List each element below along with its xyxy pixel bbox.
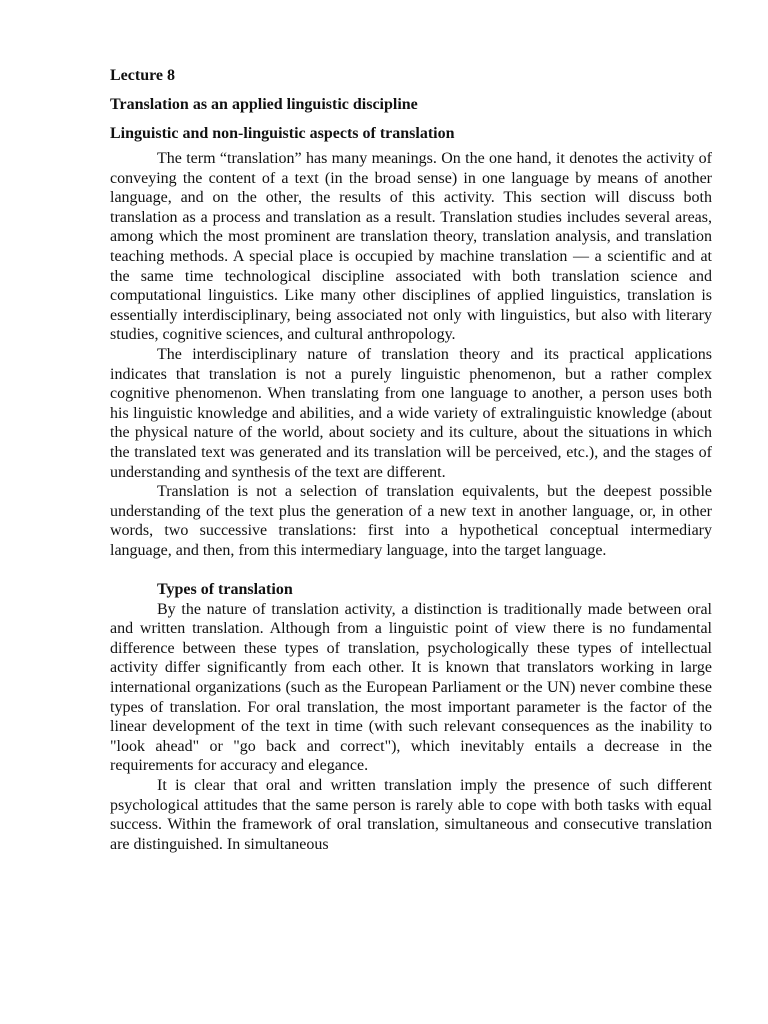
paragraph: It is clear that oral and written translation imply the presence of such different psychological attitudes that the same person is rarely able to cope with both tasks with equal success. Within the framework of oral translation, simultaneous and consecutive translation are distinguished. In simultaneous <box>110 777 712 853</box>
lecture-number: Lecture 8 <box>110 67 176 84</box>
section-2 <box>110 600 712 855</box>
paragraph: By the nature of translation activity, a distinction is traditionally made between oral and written translation. Although from a linguistic point of view there is no fundamental difference between these types of translation, psychologically these types of intellectual activity differ significantly from each other. It is known that translators working in large international organizations (such as the European Parliament or the UN) never combine these types of translation. For oral translation, the most important parameter is the factor of the linear development of the text in time (with such relevant consequences as the inability to "look ahead" or "go back and correct"), which inevitably entails a decrease in the requirements for accuracy and elegance. <box>110 600 712 775</box>
paragraph: Translation is not a selection of translation equivalents, but the deepest possible understanding of the text plus the generation of a new text in another language, or, in other words, two successive translations: first into a hypothetical conceptual intermediary language, and then, from this intermediary language, into the target language. <box>110 483 712 559</box>
document-page <box>110 66 712 854</box>
section-heading-types: Types of translation <box>157 581 293 599</box>
section-1 <box>110 149 712 560</box>
paragraph: The term “translation” has many meanings. On the one hand, it denotes the activity of conveying the content of a text (in the broad sense) in one language by means of another language, and on the other, the results of this activity. This section will discuss both translation as a process and translation as a result. Translation studies includes several areas, among which the most prominent are translation theory, translation analysis, and translation teaching methods. A special place is occupied by machine translation — a scientific and at the same time technological discipline associated with both translation science and computational linguistics. Like many other disciplines of applied linguistics, translation is essentially interdisciplinary, being associated not only with linguistics, but also with literary studies, cognitive sciences, and cultural anthropology. <box>110 150 712 344</box>
lecture-subtitle: Linguistic and non-linguistic aspects of translation <box>110 125 455 142</box>
paragraph: The interdisciplinary nature of translation theory and its practical applications indicates that translation is not a purely linguistic phenomenon, but a rather complex cognitive phenomenon. When translating from one language to another, a person uses both his linguistic knowledge and abilities, and a wide variety of extralinguistic knowledge (about the physical nature of the world, about society and its culture, about the situations in which the translated text was generated and its translation will be perceived, etc.), and the stages of understanding and synthesis of the text are different. <box>110 345 712 481</box>
lecture-title: Translation as an applied linguistic discipline <box>110 96 418 113</box>
